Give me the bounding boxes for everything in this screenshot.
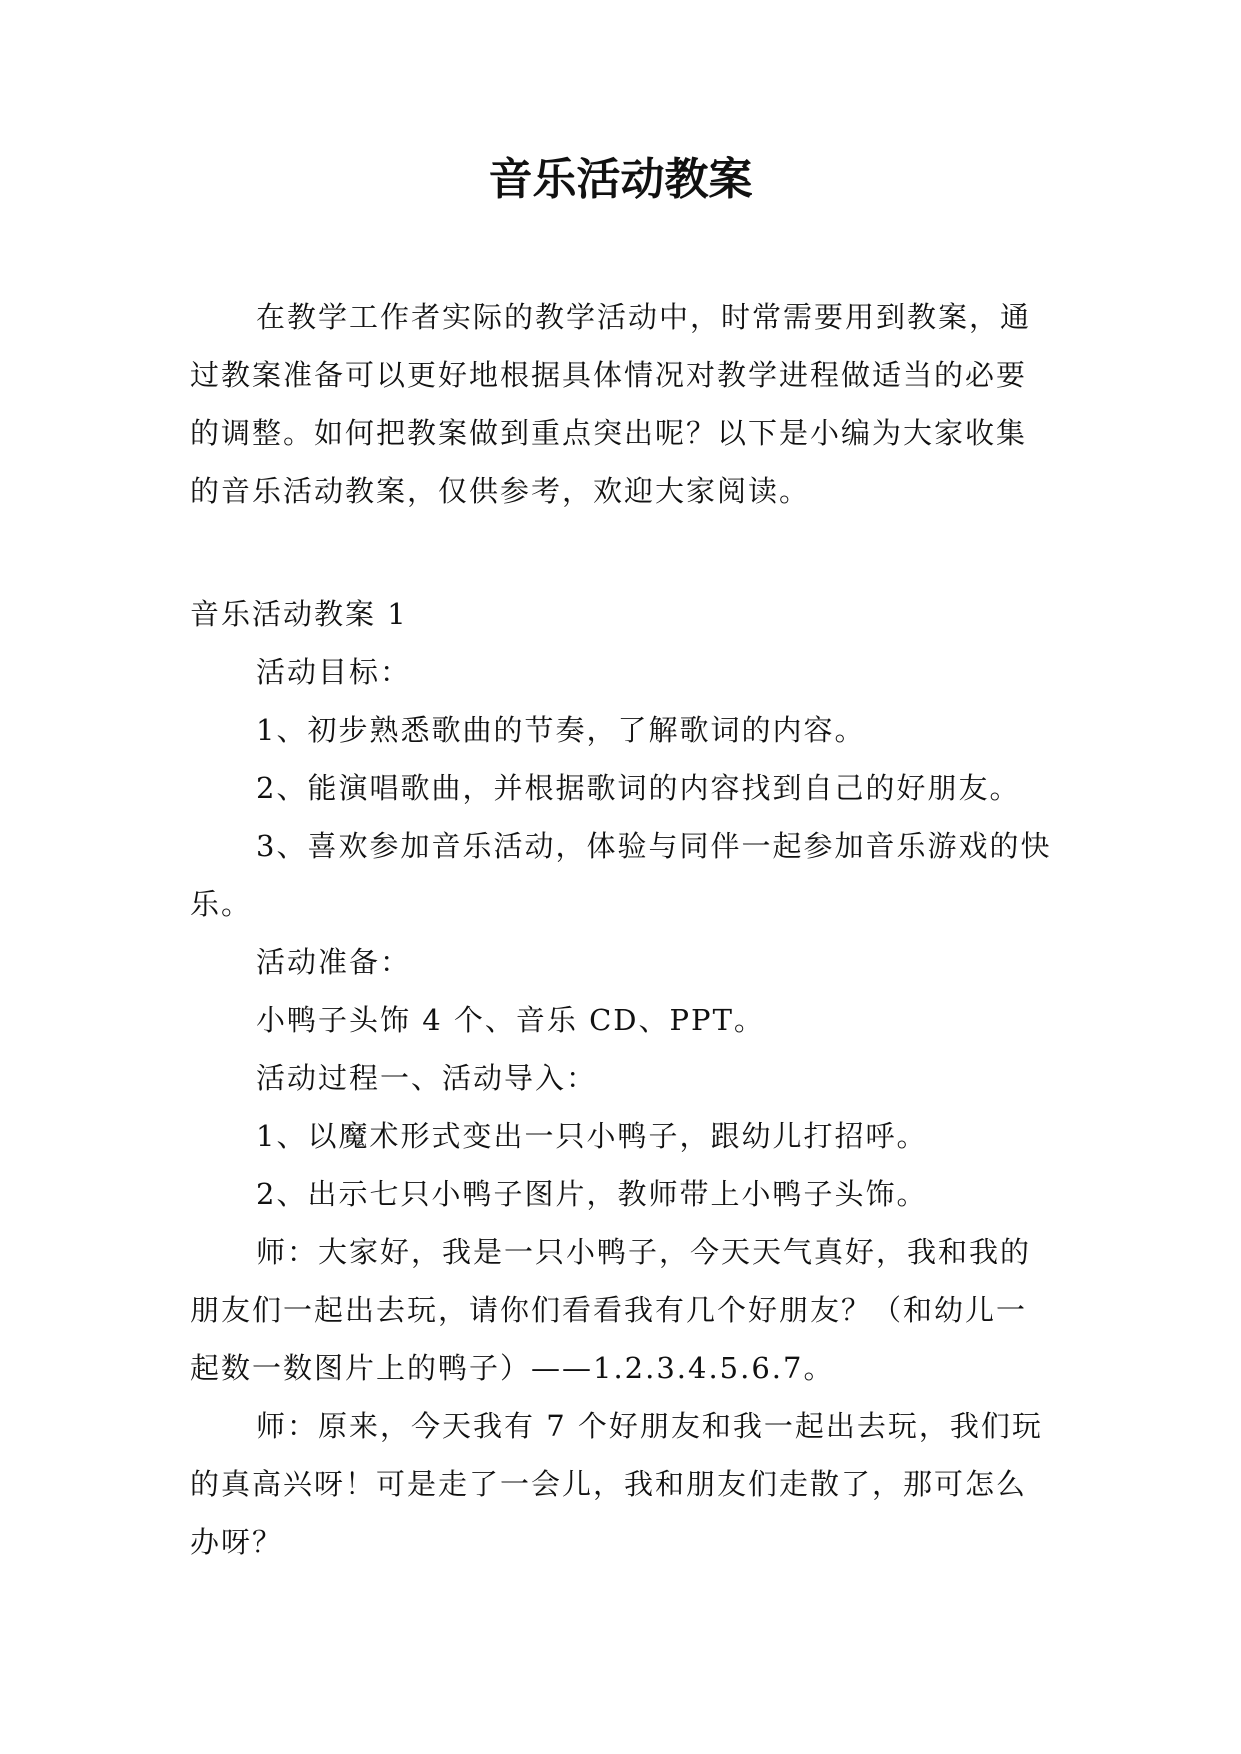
document-body — [190, 288, 1052, 1571]
paragraph-goal-2: 2、能演唱歌曲，并根据歌词的内容找到自己的好朋友。 — [256, 771, 1021, 805]
paragraph-goals-heading: 活动目标： — [256, 655, 412, 689]
paragraph-prep-heading: 活动准备： — [256, 945, 412, 979]
paragraph-teacher-line-2: 师：原来，今天我有 7 个好朋友和我一起出去玩，我们玩的真高兴呀！可是走了一会儿，我和朋友们走散了，那可怎么办呀？ — [190, 1409, 1043, 1559]
section-heading: 音乐活动教案 1 — [190, 597, 408, 631]
paragraph-process-heading: 活动过程一、活动导入： — [256, 1061, 598, 1095]
intro-paragraph: 在教学工作者实际的教学活动中，时常需要用到教案，通过教案准备可以更好地根据具体情况对教学进程做适当的必要的调整。如何把教案做到重点突出呢？以下是小编为大家收集的音乐活动教案，仅供参考，欢迎大家阅读。 — [190, 300, 1032, 508]
paragraph-teacher-line-1: 师：大家好，我是一只小鸭子，今天天气真好，我和我的朋友们一起出去玩，请你们看看我有几个好朋友？（和幼儿一起数一数图片上的鸭子）——1.2.3.4.5.6.7。 — [190, 1235, 1032, 1385]
paragraph-goal-1: 1、初步熟悉歌曲的节奏，了解歌词的内容。 — [256, 713, 866, 747]
paragraph-goal-3: 3、喜欢参加音乐活动，体验与同伴一起参加音乐游戏的快乐。 — [190, 829, 1052, 921]
paragraph-process-1: 1、以魔术形式变出一只小鸭子，跟幼儿打招呼。 — [256, 1119, 928, 1153]
paragraph-process-2: 2、出示七只小鸭子图片，教师带上小鸭子头饰。 — [256, 1177, 928, 1211]
paragraph-prep-items: 小鸭子头饰 4 个、音乐 CD、PPT。 — [256, 1003, 765, 1037]
document-title: 音乐活动教案 — [488, 154, 753, 205]
